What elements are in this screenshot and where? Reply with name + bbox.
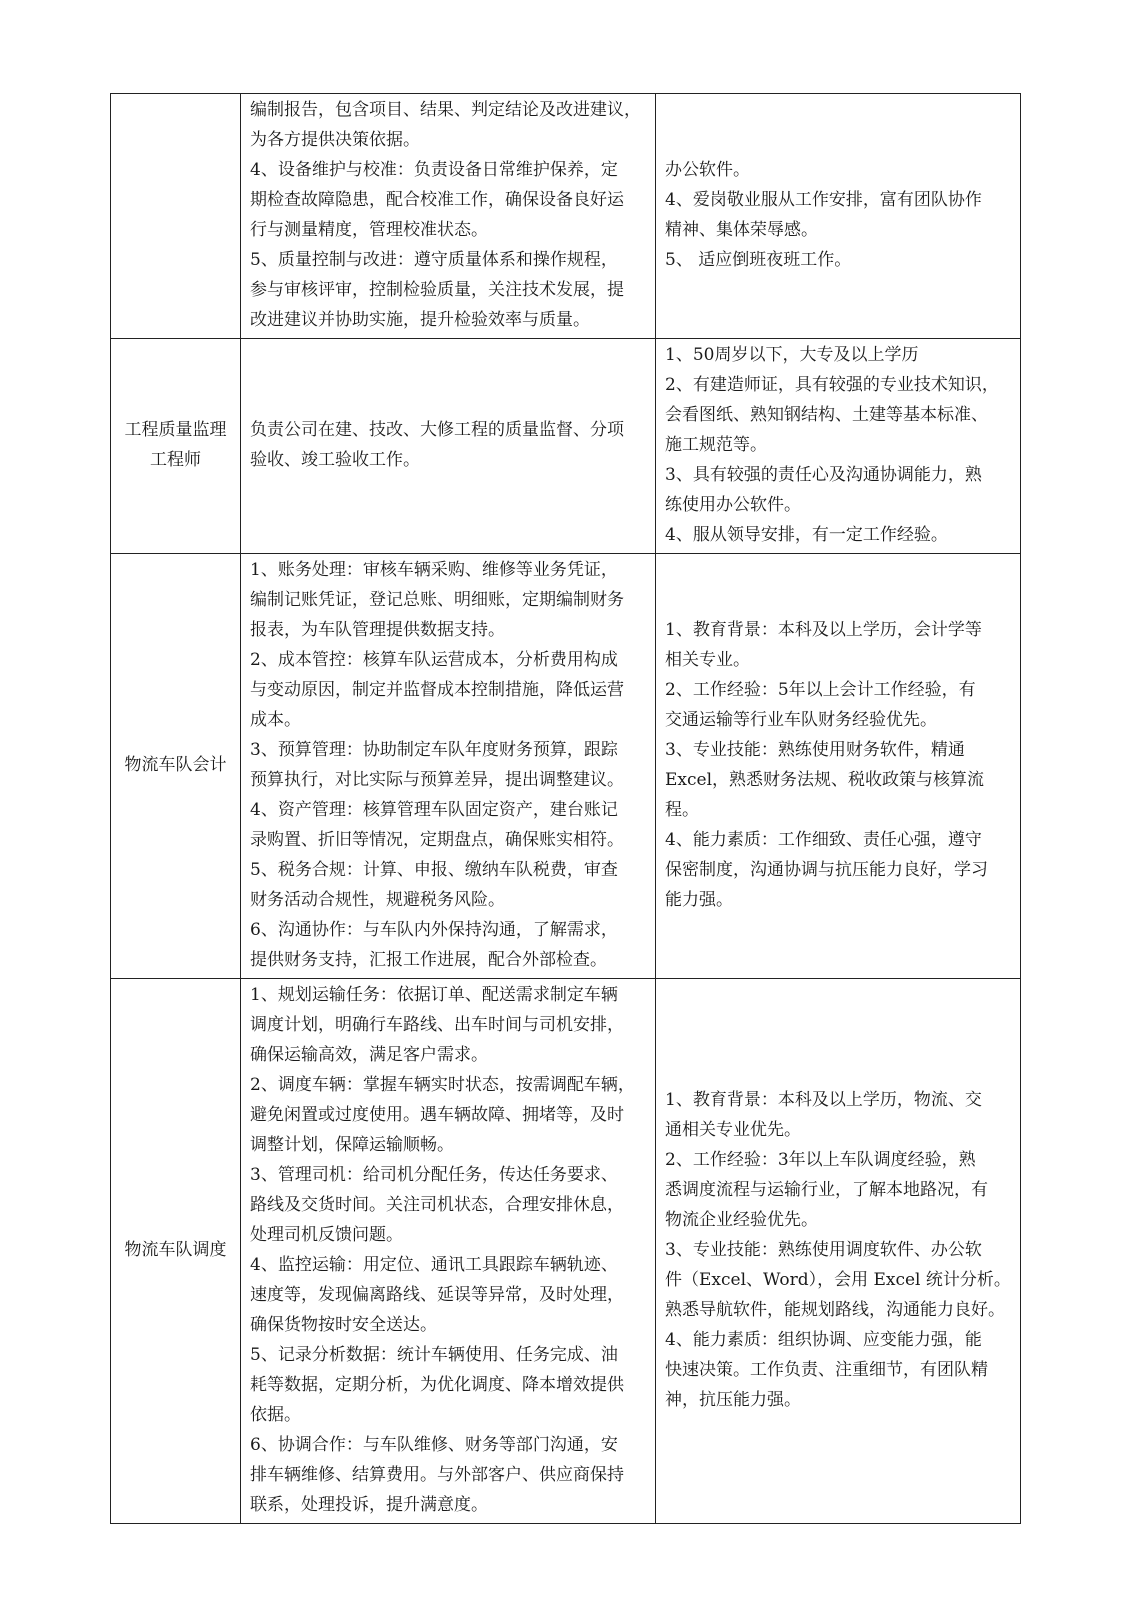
job-title-cell <box>111 94 241 339</box>
requirement-line: 程。 <box>665 800 699 820</box>
job-requirements-cell <box>656 554 1021 979</box>
duty-line: 改进建议并协助实施，提升检验效率与质量。 <box>250 310 590 330</box>
requirement-line: 交通运输等行业车队财务经验优先。 <box>665 710 937 730</box>
job-requirements-cell <box>656 339 1021 554</box>
duty-line: 3、预算管理：协助制定车队年度财务预算，跟踪 <box>250 740 618 760</box>
job-duties-cell <box>241 339 656 554</box>
requirement-line: 练使用办公软件。 <box>665 495 801 515</box>
duty-line: 耗等数据，定期分析，为优化调度、降本增效提供 <box>250 1375 624 1395</box>
job-requirements-cell <box>656 979 1021 1524</box>
duty-line: 3、管理司机：给司机分配任务，传达任务要求、 <box>250 1165 618 1185</box>
duty-line: 4、资产管理：核算管理车队固定资产，建台账记 <box>250 800 618 820</box>
table-row <box>111 979 1021 1524</box>
duty-line: 依据。 <box>250 1405 301 1425</box>
duty-line: 2、调度车辆：掌握车辆实时状态，按需调配车辆， <box>250 1075 635 1095</box>
requirement-line: 通相关专业优先。 <box>665 1120 801 1140</box>
duty-line: 路线及交货时间。关注司机状态，合理安排休息， <box>250 1195 624 1215</box>
duty-line: 联系，处理投诉，提升满意度。 <box>250 1495 488 1515</box>
duty-line: 录购置、折旧等情况，定期盘点，确保账实相符。 <box>250 830 624 850</box>
duty-line: 参与审核评审，控制检验质量，关注技术发展，提 <box>250 280 624 300</box>
requirement-line: 1、50周岁以下，大专及以上学历 <box>665 345 919 365</box>
duty-line: 2、成本管控：核算车队运营成本，分析费用构成 <box>250 650 618 670</box>
requirement-line: 保密制度，沟通协调与抗压能力良好，学习 <box>665 860 988 880</box>
requirement-line: 4、能力素质：组织协调、应变能力强，能 <box>665 1330 982 1350</box>
requirement-line: 2、工作经验：3年以上车队调度经验，熟 <box>665 1150 976 1170</box>
requirement-line: 4、爱岗敬业服从工作安排，富有团队协作 <box>665 190 982 210</box>
requirement-line: 件（Excel、Word），会用 Excel 统计分析。 <box>665 1270 1011 1290</box>
requirement-line: 5、 适应倒班夜班工作。 <box>665 250 852 270</box>
duty-line: 确保运输高效，满足客户需求。 <box>250 1045 488 1065</box>
requirement-line: 悉调度流程与运输行业，了解本地路况，有 <box>665 1180 988 1200</box>
duty-line: 处理司机反馈问题。 <box>250 1225 403 1245</box>
job-title-cell <box>111 554 241 979</box>
requirement-line: 能力强。 <box>665 890 733 910</box>
duty-line: 报表，为车队管理提供数据支持。 <box>250 620 505 640</box>
duty-line: 验收、竣工验收工作。 <box>250 450 420 470</box>
duty-line: 成本。 <box>250 710 301 730</box>
requirement-line: 相关专业。 <box>665 650 750 670</box>
duty-line: 确保货物按时安全送达。 <box>250 1315 437 1335</box>
duty-line: 6、沟通协作：与车队内外保持沟通，了解需求， <box>250 920 618 940</box>
duty-line: 编制报告，包含项目、结果、判定结论及改进建议， <box>250 100 641 120</box>
duty-line: 为各方提供决策依据。 <box>250 130 420 150</box>
job-requirements-cell <box>656 94 1021 339</box>
requirement-line: 1、教育背景：本科及以上学历，会计学等 <box>665 620 982 640</box>
job-title-line: 物流车队调度 <box>124 1240 227 1260</box>
duty-line: 5、税务合规：计算、申报、缴纳车队税费，审查 <box>250 860 618 880</box>
duty-line: 负责公司在建、技改、大修工程的质量监督、分项 <box>250 420 624 440</box>
job-title-line: 物流车队会计 <box>124 755 227 775</box>
table-row <box>111 554 1021 979</box>
job-duties-cell <box>241 554 656 979</box>
duty-line: 1、账务处理：审核车辆采购、维修等业务凭证， <box>250 560 618 580</box>
requirement-line: 会看图纸、熟知钢结构、土建等基本标准、 <box>665 405 988 425</box>
duty-line: 提供财务支持，汇报工作进展，配合外部检查。 <box>250 950 607 970</box>
job-requirements-table <box>110 93 1021 1524</box>
job-title-line: 工程质量监理 <box>124 420 227 440</box>
duty-line: 与变动原因，制定并监督成本控制措施，降低运营 <box>250 680 624 700</box>
job-title-cell <box>111 339 241 554</box>
job-title-line: 工程师 <box>150 450 201 470</box>
duty-line: 期检查故障隐患，配合校准工作，确保设备良好运 <box>250 190 624 210</box>
table-row <box>111 339 1021 554</box>
requirement-line: 2、有建造师证，具有较强的专业技术知识， <box>665 375 999 395</box>
duty-line: 调度计划，明确行车路线、出车时间与司机安排， <box>250 1015 624 1035</box>
requirement-line: 熟悉导航软件，能规划路线，沟通能力良好。 <box>665 1300 1005 1320</box>
job-title-cell <box>111 979 241 1524</box>
table-body <box>111 94 1021 1524</box>
requirement-line: 2、工作经验：5年以上会计工作经验，有 <box>665 680 976 700</box>
duty-line: 财务活动合规性，规避税务风险。 <box>250 890 505 910</box>
duty-line: 排车辆维修、结算费用。与外部客户、供应商保持 <box>250 1465 624 1485</box>
duty-line: 避免闲置或过度使用。遇车辆故障、拥堵等，及时 <box>250 1105 624 1125</box>
requirement-line: 快速决策。工作负责、注重细节，有团队精 <box>665 1360 988 1380</box>
duty-line: 6、协调合作：与车队维修、财务等部门沟通，安 <box>250 1435 618 1455</box>
duty-line: 1、规划运输任务：依据订单、配送需求制定车辆 <box>250 985 618 1005</box>
duty-line: 5、记录分析数据：统计车辆使用、任务完成、油 <box>250 1345 618 1365</box>
duty-line: 4、监控运输：用定位、通讯工具跟踪车辆轨迹、 <box>250 1255 618 1275</box>
duty-line: 预算执行，对比实际与预算差异，提出调整建议。 <box>250 770 624 790</box>
duty-line: 行与测量精度，管理校准状态。 <box>250 220 488 240</box>
requirement-line: Excel，熟悉财务法规、税收政策与核算流 <box>665 770 985 790</box>
job-duties-cell <box>241 94 656 339</box>
requirement-line: 办公软件。 <box>665 160 750 180</box>
requirement-line: 3、专业技能：熟练使用财务软件，精通 <box>665 740 965 760</box>
job-duties-cell <box>241 979 656 1524</box>
duty-line: 4、设备维护与校准：负责设备日常维护保养，定 <box>250 160 618 180</box>
requirement-line: 物流企业经验优先。 <box>665 1210 818 1230</box>
duty-line: 编制记账凭证，登记总账、明细账，定期编制财务 <box>250 590 624 610</box>
requirement-line: 4、服从领导安排，有一定工作经验。 <box>665 525 948 545</box>
requirement-line: 神，抗压能力强。 <box>665 1390 801 1410</box>
requirement-line: 3、具有较强的责任心及沟通协调能力，熟 <box>665 465 982 485</box>
duty-line: 速度等，发现偏离路线、延误等异常，及时处理， <box>250 1285 624 1305</box>
requirement-line: 1、教育背景：本科及以上学历，物流、交 <box>665 1090 982 1110</box>
duty-line: 5、质量控制与改进：遵守质量体系和操作规程， <box>250 250 618 270</box>
table-row <box>111 94 1021 339</box>
requirement-line: 精神、集体荣辱感。 <box>665 220 818 240</box>
requirement-line: 施工规范等。 <box>665 435 767 455</box>
requirement-line: 4、能力素质：工作细致、责任心强，遵守 <box>665 830 982 850</box>
duty-line: 调整计划，保障运输顺畅。 <box>250 1135 454 1155</box>
requirement-line: 3、专业技能：熟练使用调度软件、办公软 <box>665 1240 982 1260</box>
